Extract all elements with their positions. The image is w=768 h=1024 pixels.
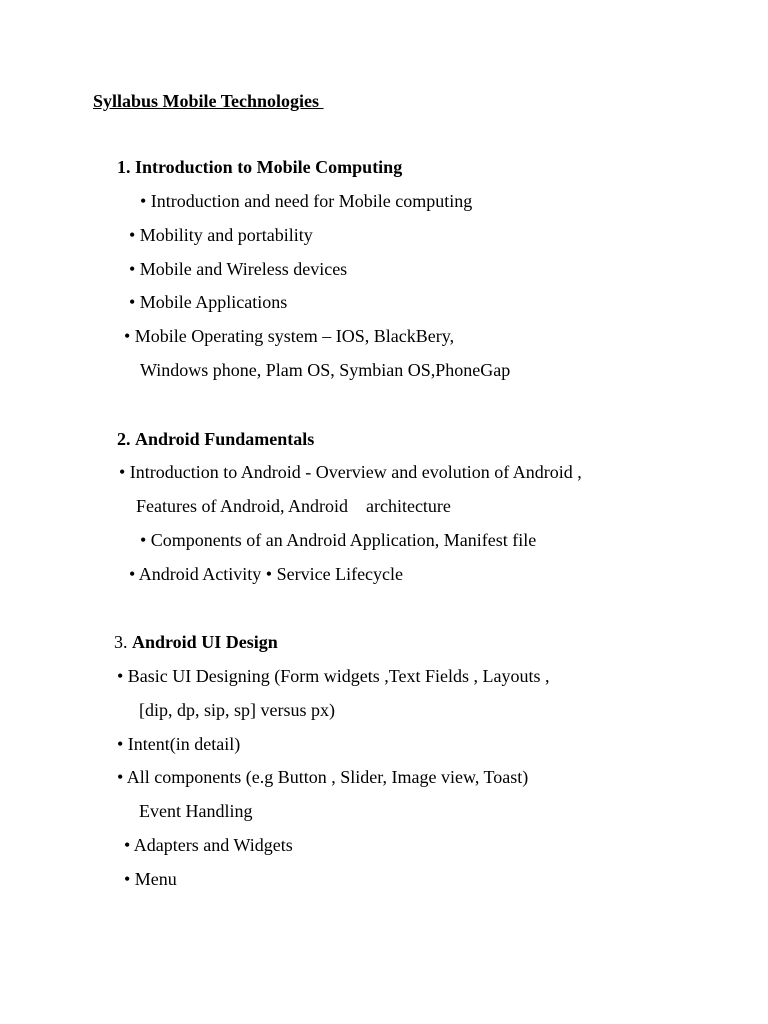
list-item: • Introduction to Android - Overview and evolution of Android ,	[119, 462, 582, 482]
list-item: • Mobile Applications	[129, 292, 288, 312]
list-item: • Android Activity • Service Lifecycle	[129, 564, 404, 584]
section-title: Android UI Design	[132, 632, 278, 652]
list-item: • Mobile and Wireless devices	[129, 259, 348, 279]
list-item: • Adapters and Widgets	[124, 835, 293, 855]
list-item-continuation: Features of Android, Android architecture	[136, 496, 451, 516]
section-number: 3.	[114, 632, 128, 652]
section-title: Android Fundamentals	[135, 429, 315, 449]
section-title: Introduction to Mobile Computing	[135, 157, 403, 177]
section-1-heading	[117, 156, 402, 178]
list-item: • All components (e.g Button , Slider, Image view, Toast)	[117, 767, 529, 787]
section-number: 1.	[117, 157, 131, 177]
list-item: • Components of an Android Application, Manifest file	[140, 530, 537, 550]
list-item-continuation: Event Handling	[139, 801, 253, 821]
list-item: • Mobility and portability	[129, 225, 313, 245]
list-item-continuation: Windows phone, Plam OS, Symbian OS,PhoneGap	[140, 360, 511, 380]
section-number: 2.	[117, 429, 131, 449]
section-2-heading	[117, 428, 314, 450]
list-item: • Basic UI Designing (Form widgets ,Text Fields , Layouts ,	[117, 666, 550, 686]
list-item: • Introduction and need for Mobile computing	[140, 191, 473, 211]
list-item: • Menu	[124, 869, 177, 889]
list-item: • Mobile Operating system – IOS, BlackBery,	[124, 326, 455, 346]
list-item: • Intent(in detail)	[117, 734, 241, 754]
section-3-heading	[114, 631, 278, 653]
list-item-continuation: [dip, dp, sip, sp] versus px)	[139, 700, 335, 720]
document-title: Syllabus Mobile Technologies	[93, 91, 324, 111]
